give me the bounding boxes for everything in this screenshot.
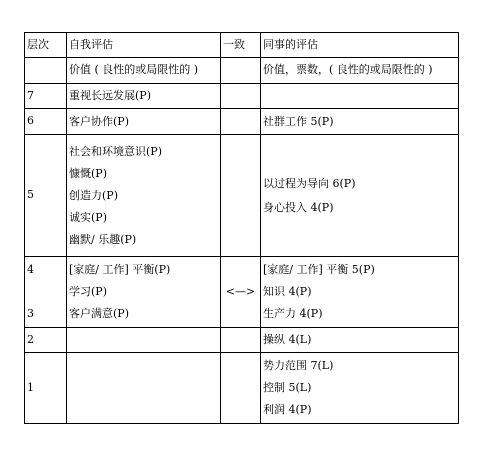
table-row: [25, 84, 459, 109]
self-cell: [67, 257, 221, 328]
subheader-row: [25, 58, 459, 84]
peer-value: 控制 5(L): [263, 381, 312, 394]
subheader-peer: 价值，票数，( 良性的或局限性的 ): [261, 58, 459, 84]
self-value: 重视长远发展(P): [69, 89, 151, 102]
self-value: 慷慨(P): [69, 166, 107, 180]
self-value: 学习(P): [69, 285, 107, 298]
self-cell: [67, 328, 221, 353]
table-row: [25, 109, 459, 135]
agreement-arrow: <—>: [225, 284, 256, 298]
level-cell: 7: [25, 84, 67, 109]
self-cell: [67, 84, 221, 109]
peer-value: [家庭/ 工作] 平衡 5(P): [263, 263, 375, 276]
table-row: [25, 135, 459, 257]
self-value: [家庭/ 工作] 平衡(P): [69, 263, 171, 276]
peer-cell: [261, 135, 459, 257]
peer-value: 利润 4(P): [263, 403, 312, 416]
level-cell: 2: [25, 328, 67, 353]
peer-cell: [261, 109, 459, 135]
peer-value: 身心投入 4(P): [263, 200, 334, 214]
header-row: [25, 33, 459, 58]
self-value: 诚实(P): [69, 210, 107, 224]
self-value: 创造力(P): [69, 188, 118, 202]
agree-cell: [221, 135, 261, 257]
self-value: 客户协作(P): [69, 114, 129, 128]
level-cell: 6: [25, 109, 67, 135]
agree-cell: [221, 353, 261, 424]
values-assessment-table: [24, 32, 459, 424]
self-value: 幽默/ 乐趣(P): [69, 232, 137, 246]
level-cell: 1: [25, 353, 67, 424]
self-value: 社会和环境意识(P): [69, 144, 162, 158]
self-cell: [67, 353, 221, 424]
table-row: [25, 257, 459, 328]
peer-value: 生产力 4(P): [263, 307, 323, 320]
table-row: [25, 328, 459, 353]
subheader-level: [25, 58, 67, 84]
peer-cell: [261, 257, 459, 328]
peer-cell: [261, 328, 459, 353]
peer-value: 以过程为导向 6(P): [263, 176, 356, 190]
peer-value: 社群工作 5(P): [263, 114, 334, 128]
peer-value: 操纵 4(L): [263, 333, 312, 346]
self-cell: [67, 135, 221, 257]
self-value: 客户满意(P): [69, 307, 129, 320]
self-cell: [67, 109, 221, 135]
header-self-assessment: 自我评估: [67, 33, 221, 58]
agree-cell: [221, 257, 261, 328]
agree-cell: [221, 328, 261, 353]
level-4: 4: [27, 263, 34, 276]
header-agreement: 一致: [221, 33, 261, 58]
header-peer-assessment: 同事的评估: [261, 33, 459, 58]
subheader-self: 价值 ( 良性的或局限性的 ): [67, 58, 221, 84]
peer-value: 知识 4(P): [263, 285, 312, 298]
agree-cell: [221, 84, 261, 109]
peer-value: 势力范围 7(L): [263, 359, 334, 372]
peer-cell: [261, 353, 459, 424]
agree-cell: [221, 109, 261, 135]
table-row: [25, 353, 459, 424]
header-level: 层次: [25, 33, 67, 58]
subheader-agree: [221, 58, 261, 84]
level-cell: [25, 257, 67, 328]
peer-cell: [261, 84, 459, 109]
level-3: 3: [27, 306, 34, 320]
level-cell: 5: [25, 135, 67, 257]
